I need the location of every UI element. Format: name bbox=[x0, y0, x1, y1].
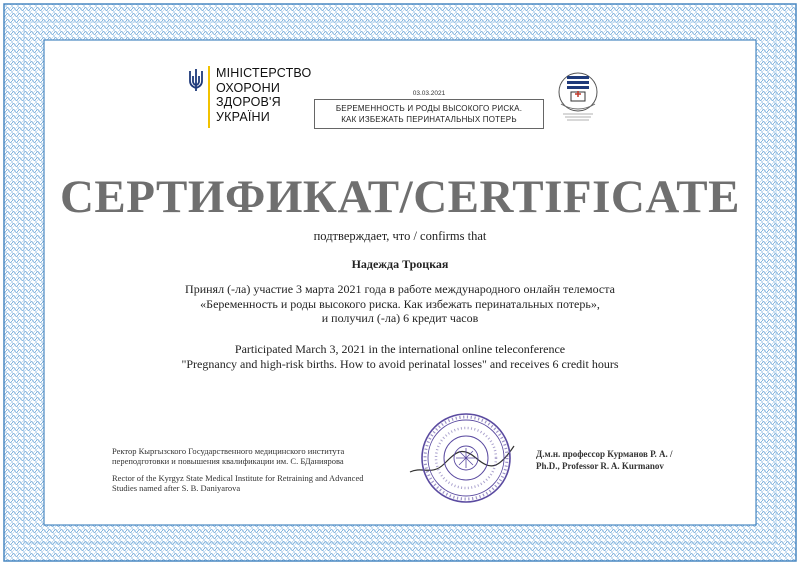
rector-ru-line: Ректор Кыргызского Государственного медицинского института bbox=[112, 446, 345, 456]
ministry-accent-bar bbox=[208, 66, 210, 128]
ministry-name bbox=[216, 66, 311, 124]
en-line: "Pregnancy and high-risk births. How to avoid perinatal losses" and receives 6 credit hours bbox=[181, 357, 619, 371]
ministry-logo bbox=[188, 66, 311, 128]
conference-date: 03.03.2021 bbox=[412, 90, 446, 97]
ministry-line: ЗДОРОВ'Я bbox=[216, 95, 281, 109]
ru-line: «Беременность и роды высокого риска. Как избежать перинатальных потерь», bbox=[200, 296, 600, 311]
participation-text-en bbox=[0, 342, 800, 372]
official-stamp-icon bbox=[402, 406, 520, 506]
rector-ru-line: переподготовки и повышения квалификации им. С. БДаниярова bbox=[112, 456, 344, 466]
conference-header bbox=[314, 90, 544, 129]
participation-text-ru bbox=[0, 282, 800, 326]
en-line: Participated March 3, 2021 in the international online teleconference bbox=[234, 342, 566, 356]
rector-en-line: Studies named after S. B. Daniyarova bbox=[112, 483, 241, 493]
ministry-line: МІНІСТЕРСТВО bbox=[216, 66, 312, 80]
conference-title-line: БЕРЕМЕННОСТЬ И РОДЫ ВЫСОКОГО РИСКА. bbox=[335, 104, 523, 113]
ministry-line: УКРАЇНИ bbox=[216, 109, 270, 124]
institute-emblem-icon bbox=[553, 70, 603, 125]
conference-title-line: КАК ИЗБЕЖАТЬ ПЕРИНАТАЛЬНЫХ ПОТЕРЬ bbox=[341, 115, 517, 124]
confirms-line: подтверждает, что / confirms that bbox=[313, 229, 487, 243]
ministry-line: ОХОРОНИ bbox=[216, 80, 281, 95]
rector-en-line: Rector of the Kyrgyz State Medical Institute for Retraining and Advanced bbox=[112, 473, 364, 483]
trident-icon bbox=[188, 68, 204, 92]
certificate-title: СЕРТИФИКАТ/CERTIFICATE bbox=[59, 171, 740, 223]
ru-line: Принял (-ла) участие 3 марта 2021 года в работе международного онлайн телемоста bbox=[185, 282, 615, 296]
rector-signature-block bbox=[112, 446, 363, 493]
ru-line: и получил (-ла) 6 кредит часов bbox=[321, 311, 479, 325]
professor-signature-block bbox=[536, 448, 672, 472]
recipient-name: Надежда Троцкая bbox=[351, 257, 449, 271]
conference-title-box bbox=[314, 99, 544, 129]
professor-line: Д.м.н. профессор Курманов Р. А. / bbox=[536, 449, 673, 459]
professor-line: Ph.D., Professor R. A. Kurmanov bbox=[536, 461, 664, 471]
